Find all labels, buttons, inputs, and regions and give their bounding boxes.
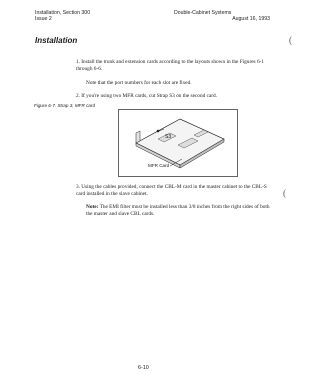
header-left — [35, 10, 90, 23]
header-right — [174, 10, 270, 23]
note-label: Note: — [86, 204, 99, 210]
step-1: 1. Install the trunk and extension cards according to the layouts shown in the Figures 6-1 through 6-6. — [76, 59, 265, 72]
note-text: The EMI filter must be installed less than 3/8 inches from the right sides of both the master and slave CBL cards. — [86, 204, 270, 217]
mfr-card-label: MFR Card — [148, 163, 170, 168]
step-1-note: Note that the port numbers for each slot are fixed. — [86, 80, 192, 86]
margin-mark: ( — [283, 188, 286, 198]
section-title: Installation — [35, 36, 78, 45]
step-3-note — [86, 204, 276, 217]
margin-mark: ( — [289, 35, 292, 45]
step-2: 2. If you're using two MFR cards, cut Strap S3 on the second card. — [76, 93, 218, 99]
page-number: 6-10 — [138, 365, 149, 371]
figure-caption: Figure 6-7. Strap 3, MFR card — [34, 103, 96, 108]
header-issue: Issue 2 — [35, 16, 52, 23]
header-doc-title: Double-Cabinet Systems — [174, 10, 232, 16]
header-doc-section: Installation, Section 300 — [35, 10, 91, 16]
mfr-card-figure — [118, 109, 238, 177]
header-date: August 16, 1993 — [232, 16, 270, 23]
mfr-card-illustration — [118, 109, 238, 177]
strap-s3-label: S3 — [165, 134, 172, 140]
step-3: 3. Using the cables provided, connect the CBL-M card in the master cabinet to the CBL-S card installed in the slave cabinet. — [76, 184, 267, 197]
